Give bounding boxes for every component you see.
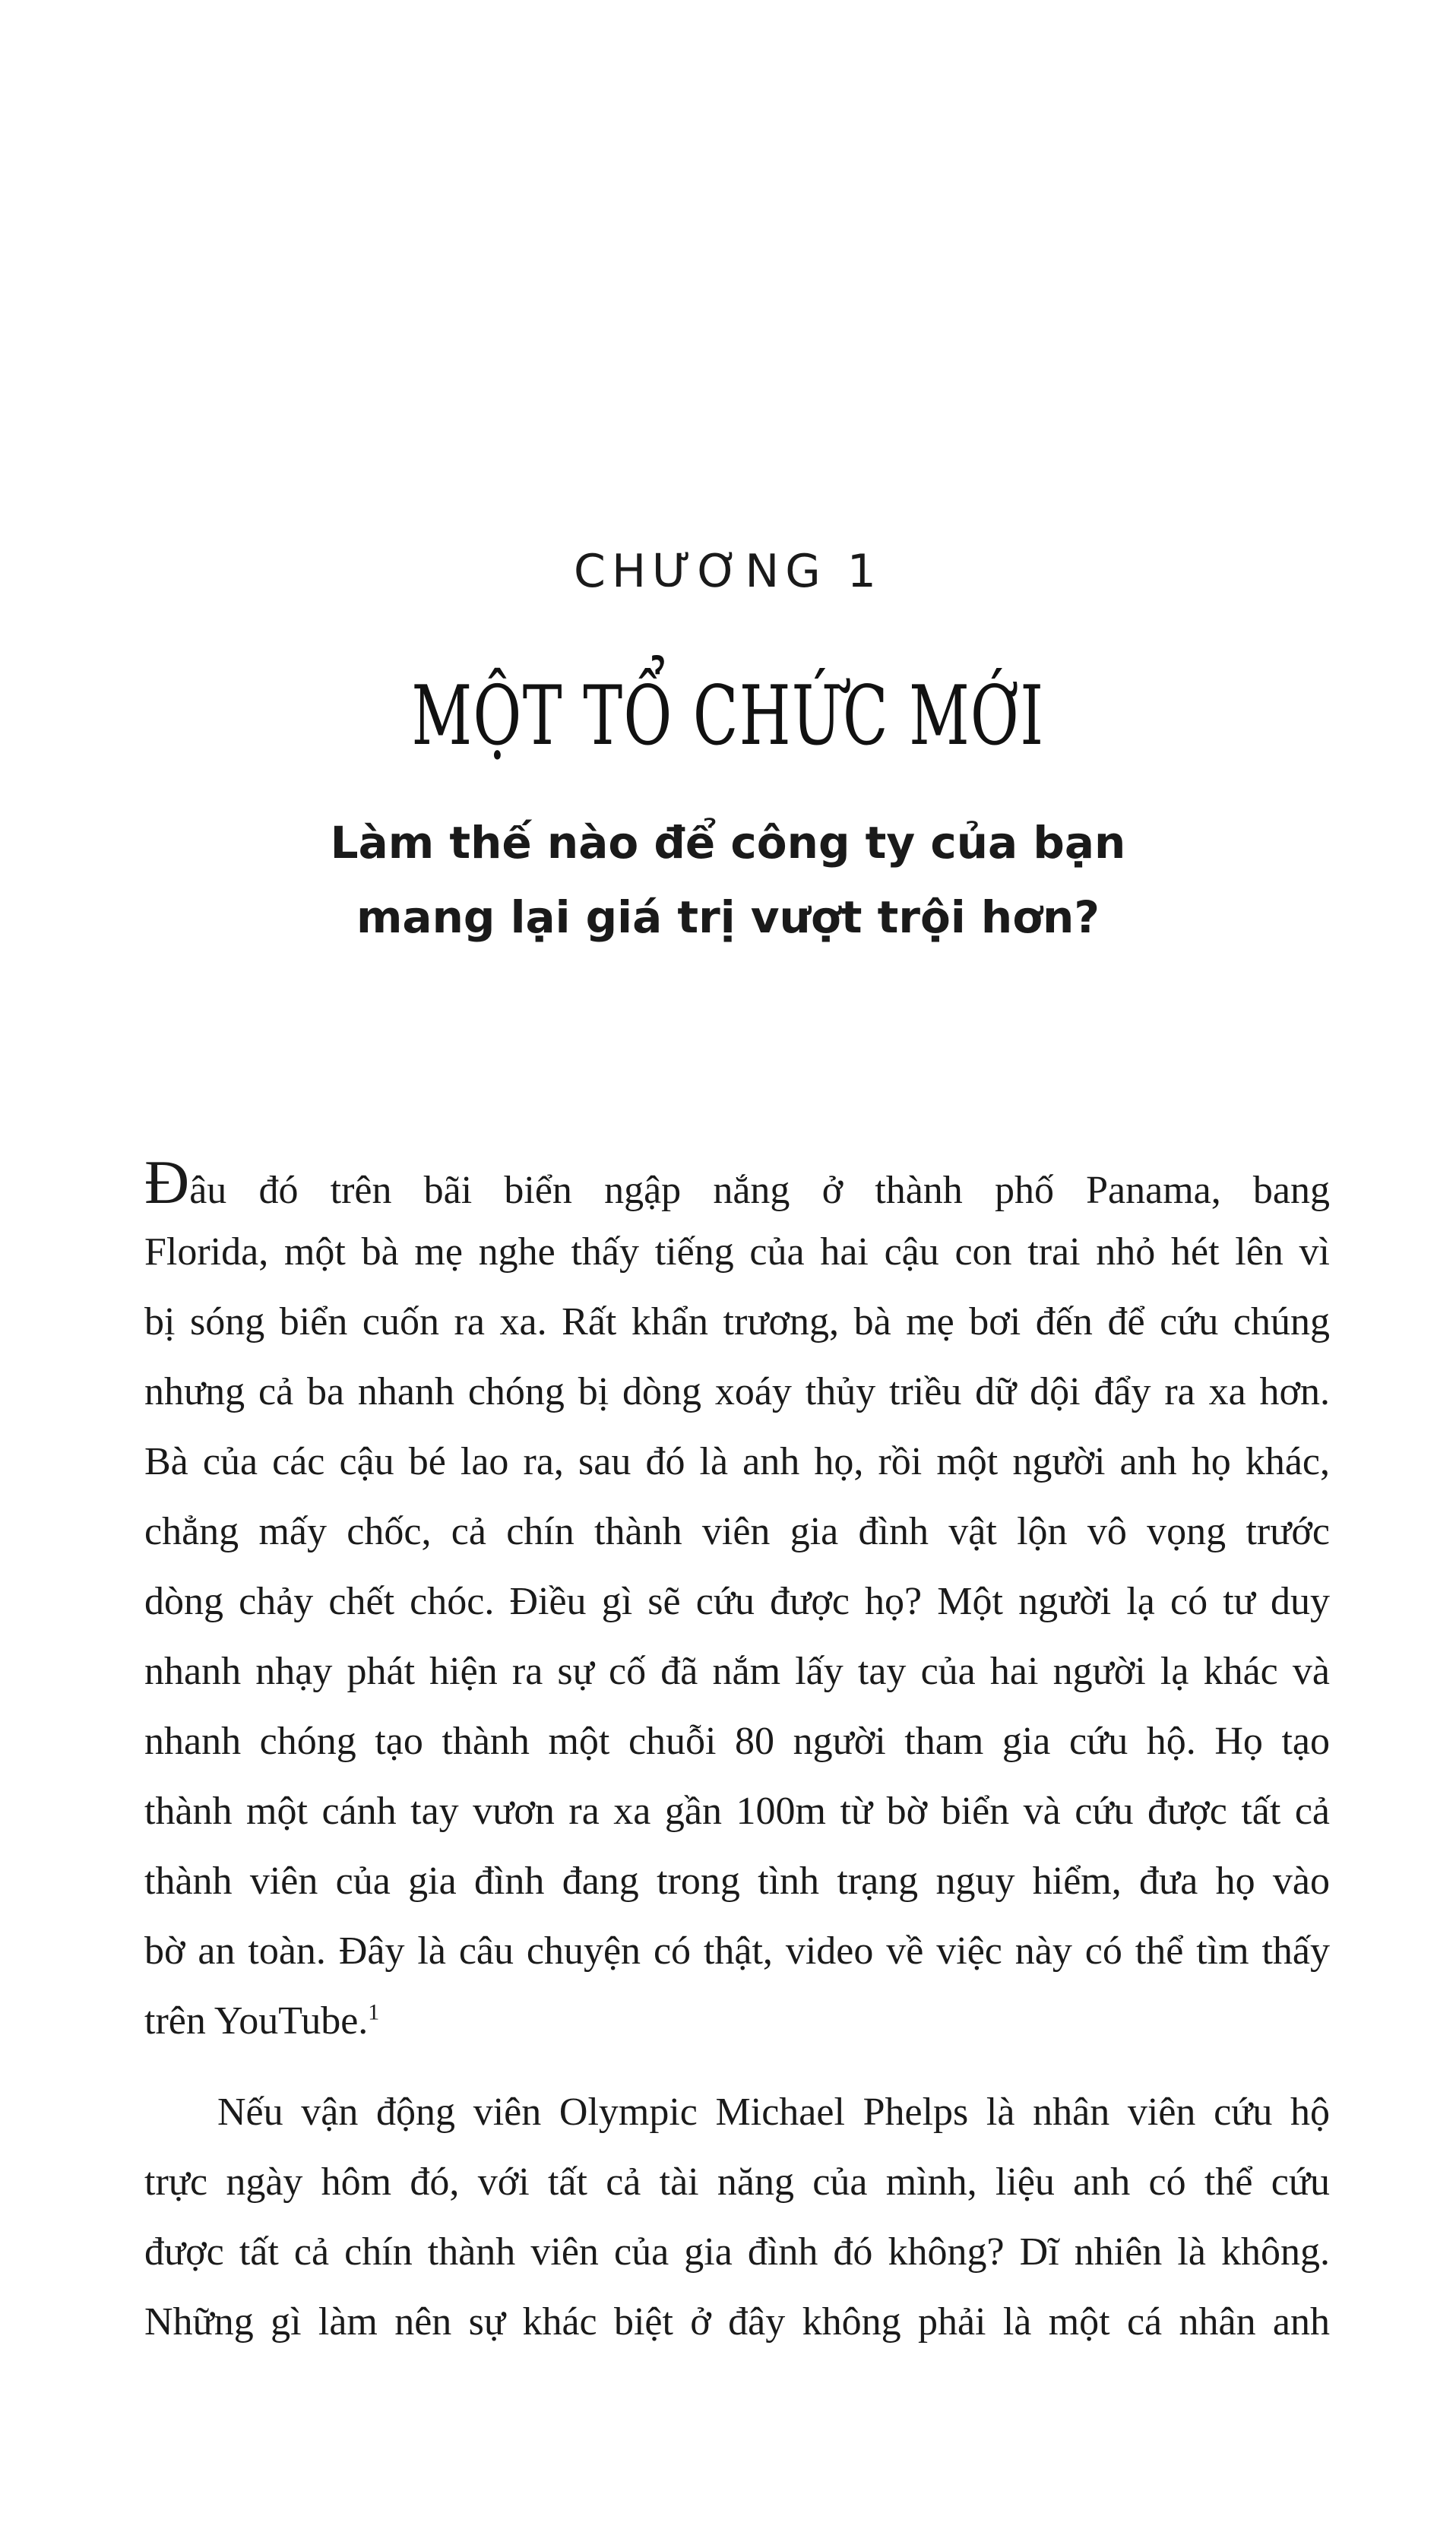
text-line: chẳng mấy chốc, cả chín thành viên gia đình vật lộn vô vọng trước bbox=[144, 1510, 1330, 1553]
paragraph-1 bbox=[144, 1147, 1330, 2056]
text-line: bị sóng biển cuốn ra xa. Rất khẩn trương, bà mẹ bơi đến để cứu chúng bbox=[144, 1300, 1330, 1344]
text-line: thành viên của gia đình đang trong tình trạng nguy hiểm, đưa họ vào bbox=[144, 1859, 1330, 1903]
drop-cap: Đ bbox=[144, 1147, 190, 1217]
text-line: Nếu vận động viên Olympic Michael Phelps là nhân viên cứu hộ bbox=[217, 2090, 1330, 2134]
chapter-title: MỘT TỔ CHỨC MỚI bbox=[411, 669, 1045, 764]
text-line bbox=[144, 1147, 1330, 1217]
text-line: trực ngày hôm đó, với tất cả tài năng của mình, liệu anh có thể cứu bbox=[144, 2160, 1330, 2204]
text-line: được tất cả chín thành viên của gia đình đó không? Dĩ nhiên là không. bbox=[144, 2230, 1330, 2274]
chapter-subtitle bbox=[0, 805, 1456, 954]
line-text: âu đó trên bãi biển ngập nắng ở thành phố Panama, bang bbox=[189, 1169, 1330, 1212]
text-line: Những gì làm nên sự khác biệt ở đây không phải là một cá nhân anh bbox=[144, 2300, 1330, 2344]
subtitle-line: mang lại giá trị vượt trội hơn? bbox=[356, 891, 1100, 943]
text-line: Florida, một bà mẹ nghe thấy tiếng của hai cậu con trai nhỏ hét lên vì bbox=[144, 1230, 1330, 1274]
text-line: thành một cánh tay vươn ra xa gần 100m từ bờ biển và cứu được tất cả bbox=[144, 1790, 1330, 1833]
line-text: trên YouTube. bbox=[144, 1999, 369, 2043]
text-line bbox=[144, 1986, 1330, 2056]
paragraph-2 bbox=[144, 2078, 1330, 2357]
text-line: nhanh nhạy phát hiện ra sự cố đã nắm lấy tay của hai người lạ khác và bbox=[144, 1650, 1330, 1693]
text-line: dòng chảy chết chóc. Điều gì sẽ cứu được họ? Một người lạ có tư duy bbox=[144, 1580, 1330, 1623]
footnote-marker[interactable]: 1 bbox=[368, 1999, 380, 2025]
text-line: nhanh chóng tạo thành một chuỗi 80 người tham gia cứu hộ. Họ tạo bbox=[144, 1720, 1330, 1763]
text-line: bờ an toàn. Đây là câu chuyện có thật, video về việc này có thể tìm thấy bbox=[144, 1929, 1330, 1973]
chapter-label: CHƯƠNG 1 bbox=[574, 545, 882, 598]
subtitle-line: Làm thế nào để công ty của bạn bbox=[330, 817, 1126, 869]
text-line: nhưng cả ba nhanh chóng bị dòng xoáy thủy triều dữ dội đẩy ra xa hơn. bbox=[144, 1370, 1330, 1413]
text-line: Bà của các cậu bé lao ra, sau đó là anh họ, rồi một người anh họ khác, bbox=[144, 1440, 1330, 1483]
body-text bbox=[144, 1147, 1330, 2357]
